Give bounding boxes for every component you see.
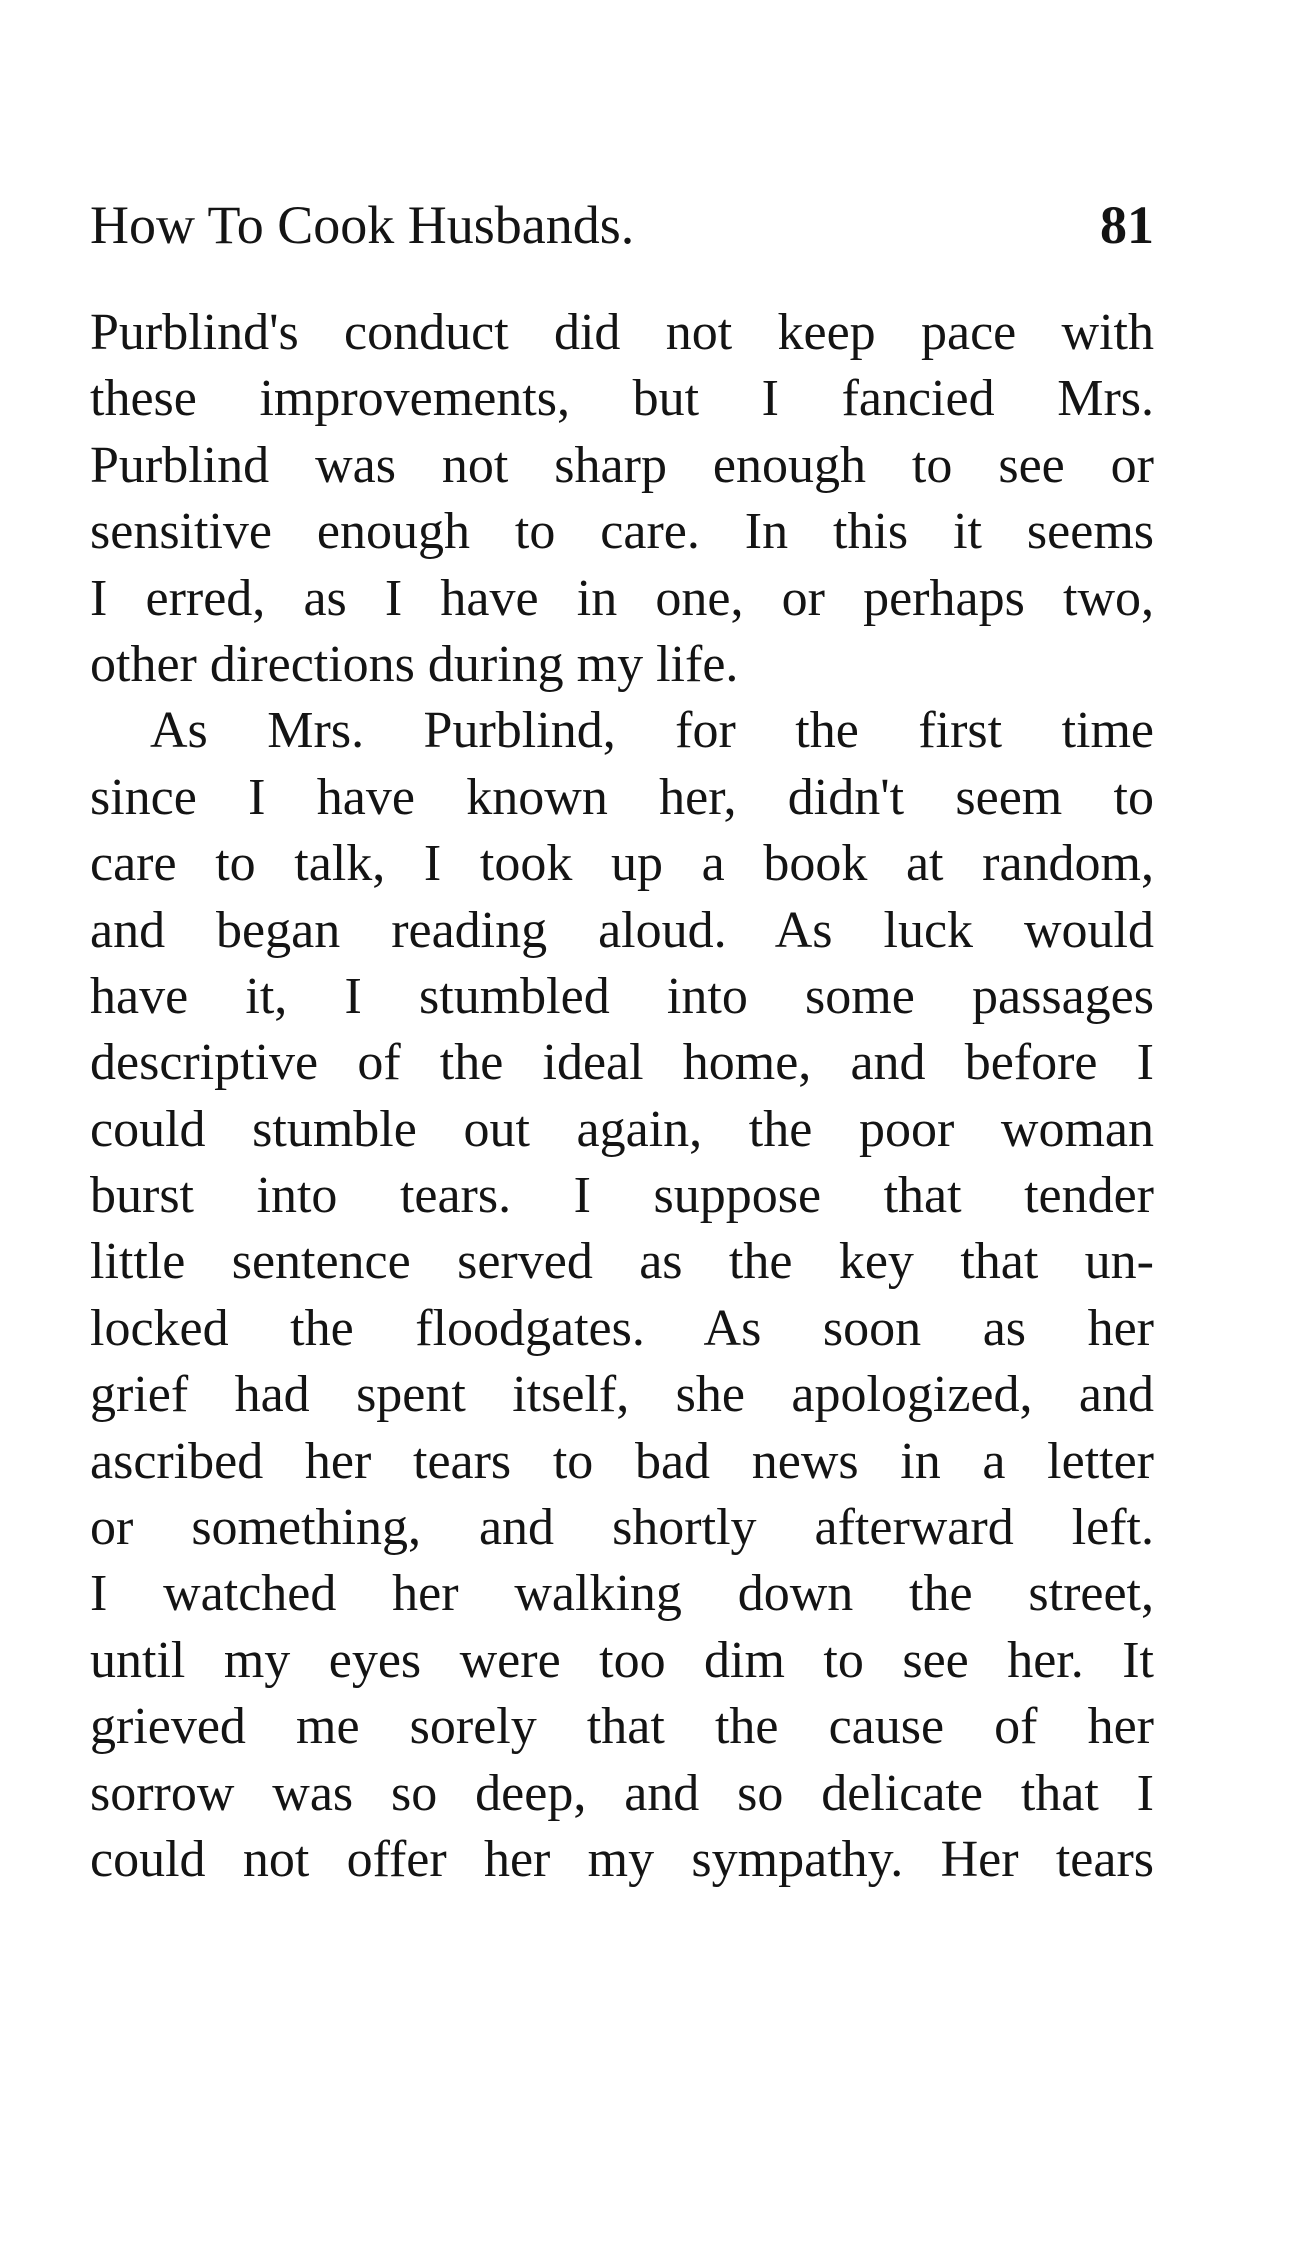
- running-head: [90, 190, 1154, 260]
- text-line: Purblind was not sharp enough to see or: [90, 436, 1154, 494]
- text-line: little sentence served as the key that un-: [90, 1233, 1154, 1291]
- text-line: care to talk, I took up a book at random,: [90, 835, 1154, 893]
- text-line: since I have known her, didn't seem to: [90, 768, 1154, 826]
- text-line: descriptive of the ideal home, and before I: [90, 1034, 1154, 1092]
- text-line: sensitive enough to care. In this it seems: [90, 503, 1154, 561]
- body-text: [90, 300, 1154, 1893]
- text-line: sorrow was so deep, and so delicate that I: [90, 1764, 1154, 1822]
- running-title: How To Cook Husbands.: [90, 195, 635, 255]
- text-line: I erred, as I have in one, or perhaps two,: [90, 569, 1154, 627]
- text-line: grieved me sorely that the cause of her: [90, 1698, 1154, 1756]
- text-line: locked the floodgates. As soon as her: [90, 1299, 1154, 1357]
- text-line: other directions during my life.: [90, 635, 739, 693]
- page-number: 81: [1100, 195, 1154, 255]
- text-line: could stumble out again, the poor woman: [90, 1100, 1154, 1158]
- book-page: [90, 0, 1154, 2267]
- text-line: could not offer her my sympathy. Her tears: [90, 1830, 1154, 1888]
- text-line: burst into tears. I suppose that tender: [90, 1167, 1154, 1225]
- text-line: ascribed her tears to bad news in a letter: [90, 1432, 1154, 1490]
- text-line: and began reading aloud. As luck would: [90, 901, 1154, 959]
- text-line: I watched her walking down the street,: [90, 1565, 1154, 1623]
- paragraph-start-line: As Mrs. Purblind, for the first time: [150, 702, 1154, 760]
- text-line: grief had spent itself, she apologized, and: [90, 1366, 1154, 1424]
- text-line: until my eyes were too dim to see her. It: [90, 1631, 1154, 1689]
- text-line: these improvements, but I fancied Mrs.: [90, 370, 1154, 428]
- text-line: or something, and shortly afterward left.: [90, 1499, 1154, 1557]
- text-line: Purblind's conduct did not keep pace with: [90, 304, 1154, 361]
- text-line: have it, I stumbled into some passages: [90, 967, 1154, 1025]
